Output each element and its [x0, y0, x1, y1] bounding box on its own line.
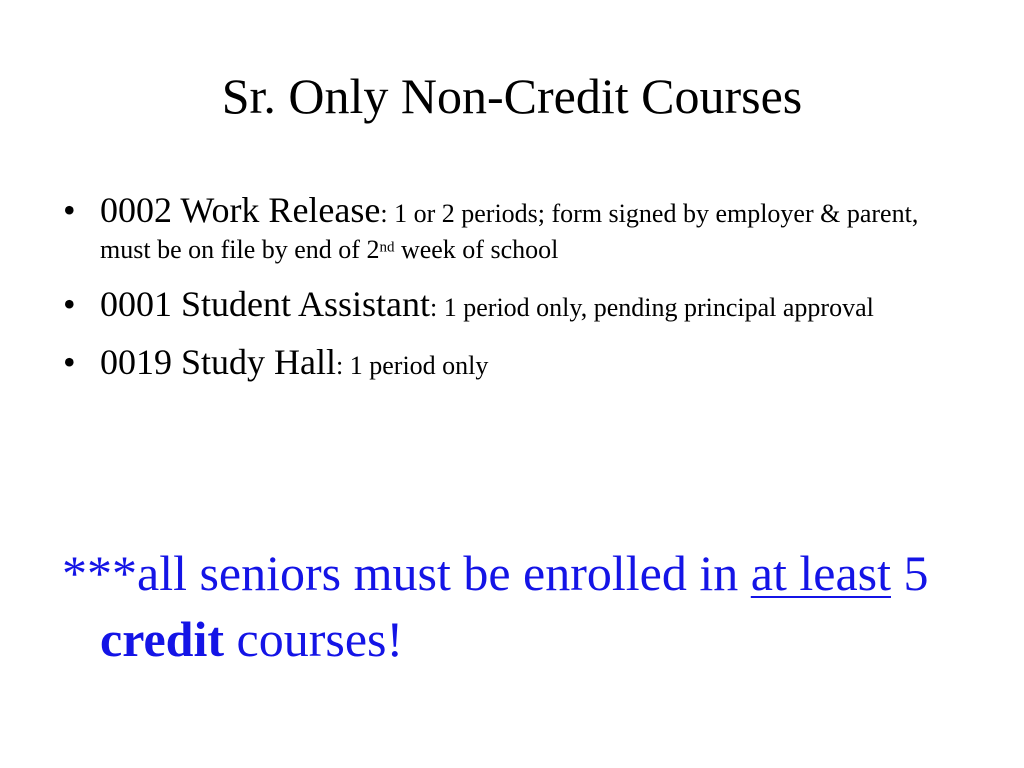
course-description: : 1 period only — [336, 351, 489, 380]
list-item-text — [100, 282, 955, 326]
note-text-end: courses! — [224, 611, 404, 667]
slide-title: Sr. Only Non-Credit Courses — [221, 68, 803, 124]
list-item-text — [100, 340, 955, 384]
list-item-work-release — [55, 188, 955, 268]
course-name: 0001 Student Assistant — [100, 284, 431, 324]
course-name: 0002 Work Release — [100, 190, 381, 230]
course-list — [55, 188, 955, 398]
course-description: : 1 or 2 periods; form signed by employer & parent, must be on file by end of 2 — [100, 199, 919, 264]
bullet-icon: • — [63, 342, 76, 382]
list-item-student-assistant — [55, 282, 955, 326]
list-item-study-hall — [55, 340, 955, 384]
note-text: ***all seniors must be enrolled in — [62, 545, 751, 601]
note-text-count: 5 — [891, 545, 929, 601]
course-name: 0019 Study Hall — [100, 342, 337, 382]
bullet-icon: • — [63, 190, 76, 230]
list-item-text — [100, 188, 955, 268]
ordinal-suffix: nd — [379, 239, 395, 256]
note-bold-text: credit — [100, 611, 225, 667]
course-description: : 1 period only, pending principal approval — [430, 293, 874, 322]
note-underlined-text: at least — [750, 545, 891, 601]
senior-enrollment-note — [62, 540, 1000, 672]
bullet-icon: • — [63, 284, 76, 324]
course-description-cont: week of school — [394, 235, 559, 264]
